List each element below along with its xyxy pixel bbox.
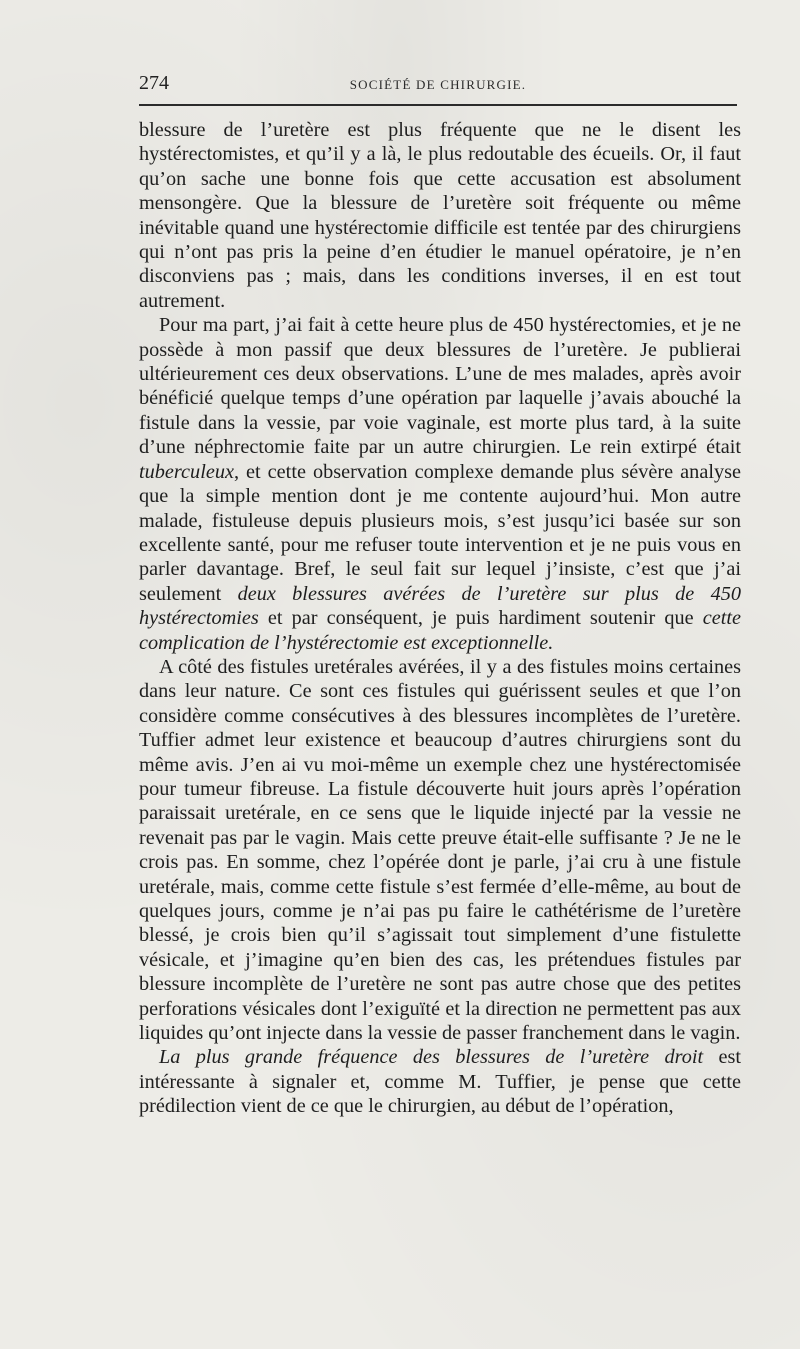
page-number: 274	[139, 72, 169, 94]
paragraph-1: blessure de l’uretère est plus fréquente que ne le disent les hystérectomistes, et qu’il y a là, le plus redoutable des écueils. Or, il faut qu’on sache une bonne fois que cette accusation est absolument mensongère. Que la blessure de l’uretère soit fréquente ou même inévitable quand une hystérectomie difficile est tentée par des chirurgiens qui n’ont pas pris la peine d’en étudier le manuel opératoire, je n’en disconviens pas ; mais, dans les conditions inverses, il en est tout autrement.	[139, 119, 741, 312]
running-head: SOCIÉTÉ DE CHIRURGIE.	[349, 77, 527, 92]
header-rule	[139, 104, 737, 106]
paragraph-2-text-a: Pour ma part, j’ai fait à cette heure plus de 450 hystérectomies, et je ne possède à mon passif que deux blessures de l’uretère. Je publierai ultérieurement ces deux observations. L’une de mes malades, après avoir bénéficié quelque temps d’une opération par laquelle j’avais abouché la fistule dans la vessie, par voie vaginale, est morte plus tard, à la suite d’une néphrectomie faite par un autre chirurgien. Le rein extirpé était	[139, 314, 741, 459]
paragraph-4-text-b: est intéressante à signaler et, comme M. Tuffier, je pense que cette prédilection vient de ce que le chirurgien, au début de l’opération,	[139, 1046, 741, 1118]
paragraph-3: A côté des fistules uretérales avérées, il y a des fistules moins certaines dans leur nature. Ce sont ces fistules qui guérissent seules et que l’on considère comme consécutives à des blessures incomplètes de l’uretère. Tuffier admet leur existence et beaucoup d’autres chirurgiens sont du même avis. J’en ai vu moi-même un exemple chez une hystérectomisée pour tumeur fibreuse. La fistule découverte huit jours après l’opération paraissait uretérale, en ce sens que le liquide injecté par la vessie ne revenait pas par le vagin. Mais cette preuve était-elle suffisante ? Je ne le crois pas. En somme, chez l’opérée dont je parle, j’ai cru à une fistule uretérale, mais, comme cette fistule s’est fermée d’elle-même, au bout de quelques jours, comme je n’ai pas pu faire le cathétérisme de l’uretère blessé, je crois bien qu’il s’agissait tout simplement d’une fistulette vésicale, et j’imagine qu’en bien des cas, les prétendues fistules par blessure incomplète de l’uretère ne sont pas autre chose que des petites perforations vésicales dont l’exiguïté et la direction ne permettent pas aux liquides qu’ont injecte dans la vessie de passer franchement dans le vagin.	[139, 655, 741, 1045]
page-header	[139, 72, 737, 102]
paragraph-2	[139, 313, 741, 655]
paragraph-2-italic-tuberculeux: tuberculeux	[139, 460, 234, 483]
body-text	[139, 118, 741, 1119]
paragraph-2-italic-blessures: deux blessures avérées de l’uretère sur plus de 450 hystérectomies	[139, 582, 741, 630]
paragraph-2-text-e: et par conséquent, je puis hardiment soutenir que	[258, 607, 703, 630]
paragraph-2-text-c: , et cette observation complexe demande plus sévère analyse que la simple mention dont je me contente aujourd’hui. Mon autre malade, fistuleuse depuis plusieurs mois, s’est jusqu’ici basée sur son excellente santé, pour me refuser toute intervention et je ne puis vous en parler davantage. Bref, le seul fait sur lequel j’insiste, c’est que j’ai seulement	[139, 460, 741, 605]
paragraph-2-italic-conclusion: cette complication de l’hystérectomie est exceptionnelle.	[139, 607, 741, 654]
paragraph-4-italic-lead: La plus grande fréquence des blessures de l’uretère droit	[159, 1046, 704, 1069]
paragraph-4	[139, 1045, 741, 1118]
